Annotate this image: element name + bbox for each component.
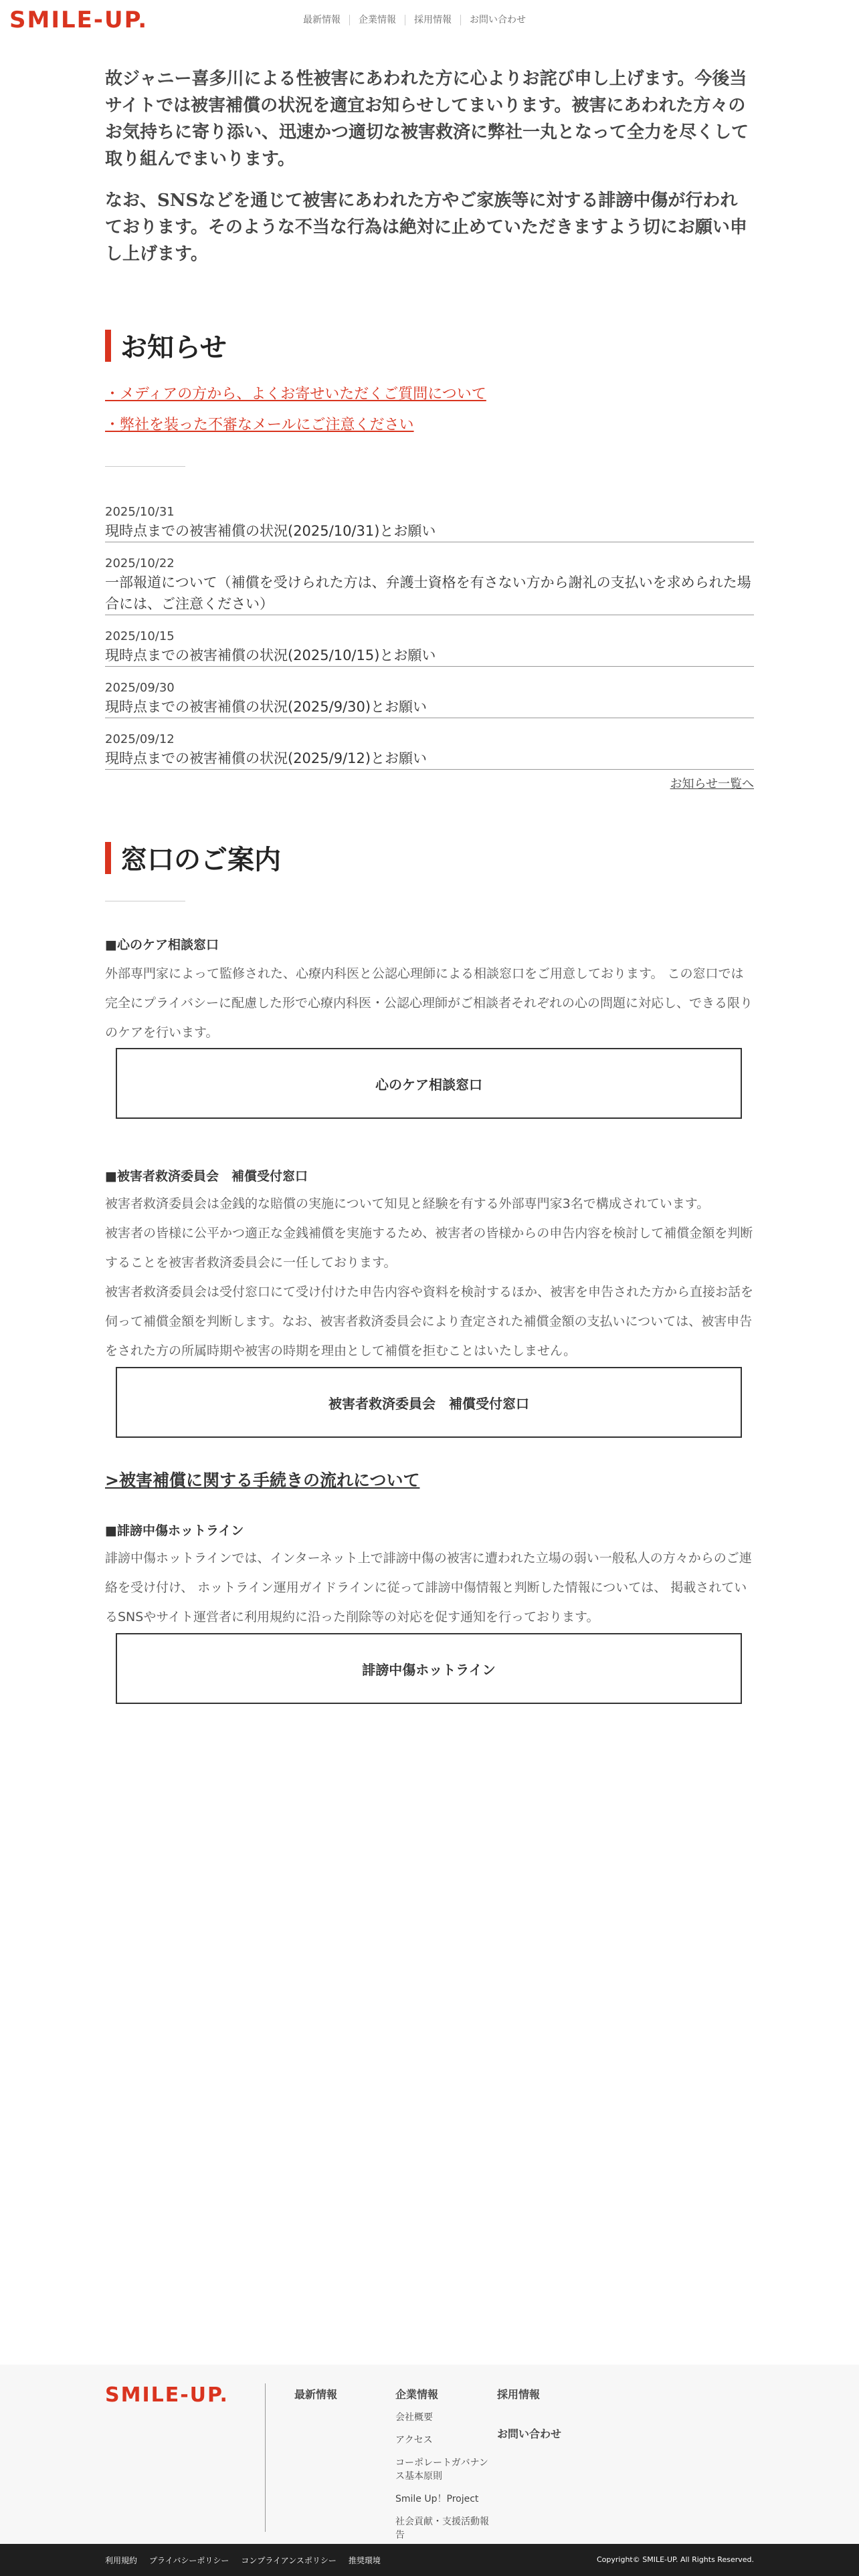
hotline-window-button[interactable]: 誹謗中傷ホットライン <box>116 1633 742 1704</box>
nav-item-recruit[interactable]: 採用情報 <box>405 15 460 25</box>
apology-paragraph-1: 故ジャニー喜多川による性被害にあわれた方に心よりお詫び申し上げます。今後当サイトでは被害補償の状況を適宜お知らせしてまいります。被害にあわれた方々のお気持ちに寄り添い、迅速かつ適切な被害救済に弊社一丸となって全力を尽くして取り組んでまいります。 <box>105 69 749 169</box>
news-item[interactable] <box>105 732 754 770</box>
copyright: Copyright© SMILE-UP. All Rights Reserved. <box>597 2555 754 2564</box>
care-text: 外部専門家によって監修された、心療内科医と公認心理師による相談窓口をご用意しております。 この窓口では完全にプライバシーに配慮した形で心療内科医・公認心理師がご相談者それぞれの心の問題に対応し、できる限りのケアを行います。 <box>105 966 753 1040</box>
notice-title-text: お知らせ <box>120 332 227 363</box>
footer-col-news <box>294 2386 337 2411</box>
care-window-button[interactable]: 心のケア相談窓口 <box>116 1048 742 1119</box>
relief-text-3: 被害者救済委員会は受付窓口にて受け付けた申告内容や資料を検討するほか、被害を申告された方から直接お話を伺って補償金額を判断します。なお、被害者救済委員会により査定された補償金額の支払いについては、被害申告をされた方の所属時期や被害の時期を理由として補償を拒むことはいたしません。 <box>105 1285 754 1358</box>
news-date: 2025/10/31 <box>105 505 175 519</box>
footer-col-company <box>395 2386 489 2551</box>
care-heading: ■心のケア相談窓口 <box>105 938 219 952</box>
title-accent-bar <box>105 842 111 874</box>
notice-section-title <box>105 326 227 364</box>
hotline-text: 誹謗中傷ホットラインでは、インターネット上で誹謗中傷の被害に遭われた立場の弱い一般私人の方々からのご連絡を受け付け、 ホットライン運用ガイドラインに従って誹謗中傷情報と判断した情報については、 掲載されているSNSやサイト運営者に利用規約に沿った削除等の対応を促す通知を行っております。 <box>105 1551 752 1624</box>
news-item[interactable] <box>105 504 754 542</box>
news-date: 2025/09/12 <box>105 732 175 746</box>
news-date: 2025/10/22 <box>105 556 175 570</box>
news-title[interactable]: 現時点までの被害補償の状況(2025/10/31)とお願い <box>105 523 436 539</box>
news-title[interactable]: 現時点までの被害補償の状況(2025/9/12)とお願い <box>105 750 427 766</box>
procedure-flow-link[interactable]: >被害補償に関する手続きの流れについて <box>105 1471 420 1490</box>
nav-item-contact[interactable]: お問い合わせ <box>460 15 535 25</box>
news-list-more-link[interactable]: お知らせ一覧へ <box>670 777 754 791</box>
apology-message <box>105 66 754 282</box>
relief-text-2: 被害者の皆様に公平かつ適正な金銭補償を実施するため、被害者の皆様からの申告内容を検討して補償金額を判断することを被害者救済委員会に一任しております。 <box>105 1226 753 1270</box>
footer-link-news[interactable]: 最新情報 <box>294 2388 338 2401</box>
divider <box>105 466 185 467</box>
care-description <box>105 959 754 1047</box>
footer-link-access[interactable]: アクセス <box>395 2435 433 2446</box>
news-title[interactable]: 一部報道について（補償を受けられた方は、弁護士資格を有さない方から謝礼の支払いを求められた場合には、ご注意ください） <box>105 574 751 612</box>
legal-link-environment[interactable]: 推奨環境 <box>348 2556 381 2565</box>
relief-window-button[interactable]: 被害者救済委員会 補償受付窓口 <box>116 1367 742 1438</box>
title-accent-bar <box>105 330 111 362</box>
news-title[interactable]: 現時点までの被害補償の状況(2025/10/15)とお願い <box>105 647 436 663</box>
footer-col-recruit <box>497 2386 561 2450</box>
footer-link-smileup-project[interactable]: Smile Up！Project <box>395 2494 479 2504</box>
hotline-description <box>105 1543 754 1632</box>
news-title[interactable]: 現時点までの被害補償の状況(2025/9/30)とお願い <box>105 699 427 715</box>
nav-item-news[interactable]: 最新情報 <box>303 15 341 25</box>
news-date: 2025/10/15 <box>105 629 175 643</box>
site-logo[interactable]: SMILE-UP. <box>9 7 149 33</box>
legal-link-privacy[interactable]: プライバシーポリシー <box>149 2556 229 2565</box>
legal-link-terms[interactable]: 利用規約 <box>105 2556 138 2565</box>
footer-link-recruit[interactable]: 採用情報 <box>497 2388 541 2401</box>
relief-text-1: 被害者救済委員会は金銭的な賠償の実施について知見と経験を有する外部専門家3名で構成されています。 <box>105 1196 710 1211</box>
windows-section-title <box>105 839 281 877</box>
news-item[interactable] <box>105 556 754 615</box>
footer-divider <box>265 2383 266 2532</box>
news-item[interactable] <box>105 629 754 667</box>
nav-item-company[interactable]: 企業情報 <box>349 15 405 25</box>
site-header <box>0 0 859 43</box>
relief-heading: ■被害者救済委員会 補償受付窓口 <box>105 1169 308 1184</box>
footer-link-social-contribution[interactable]: 社会貢献・支援活動報告 <box>395 2516 489 2541</box>
relief-description <box>105 1189 754 1366</box>
news-item[interactable] <box>105 680 754 718</box>
footer-link-contact[interactable]: お問い合わせ <box>497 2428 562 2440</box>
footer-logo[interactable]: SMILE-UP. <box>105 2383 229 2407</box>
top-nav <box>294 15 535 25</box>
news-list <box>105 504 754 783</box>
news-date: 2025/09/30 <box>105 681 175 695</box>
hotline-heading: ■誹謗中傷ホットライン <box>105 1523 244 1538</box>
legal-link-compliance[interactable]: コンプライアンスポリシー <box>241 2556 337 2565</box>
notice-link-media-faq[interactable]: ・メディアの方から、よくお寄せいただくご質問について <box>105 386 486 403</box>
apology-paragraph-2: なお、SNSなどを通じて被害にあわれた方やご家族等に対する誹謗中傷が行われております。そのような不当な行為は絶対に止めていただきますよう切にお願い申し上げます。 <box>105 191 747 264</box>
site-footer <box>0 2365 859 2544</box>
footer-link-governance[interactable]: コーポレートガバナンス基本原則 <box>395 2458 488 2482</box>
legal-links <box>105 2555 393 2566</box>
notice-link-phishing-warning[interactable]: ・弊社を装った不審なメールにご注意ください <box>105 417 414 433</box>
footer-link-company[interactable]: 企業情報 <box>395 2388 439 2401</box>
footer-link-overview[interactable]: 会社概要 <box>395 2412 433 2423</box>
windows-title-text: 窓口のご案内 <box>120 845 281 875</box>
footer-bottom-bar <box>0 2544 859 2576</box>
